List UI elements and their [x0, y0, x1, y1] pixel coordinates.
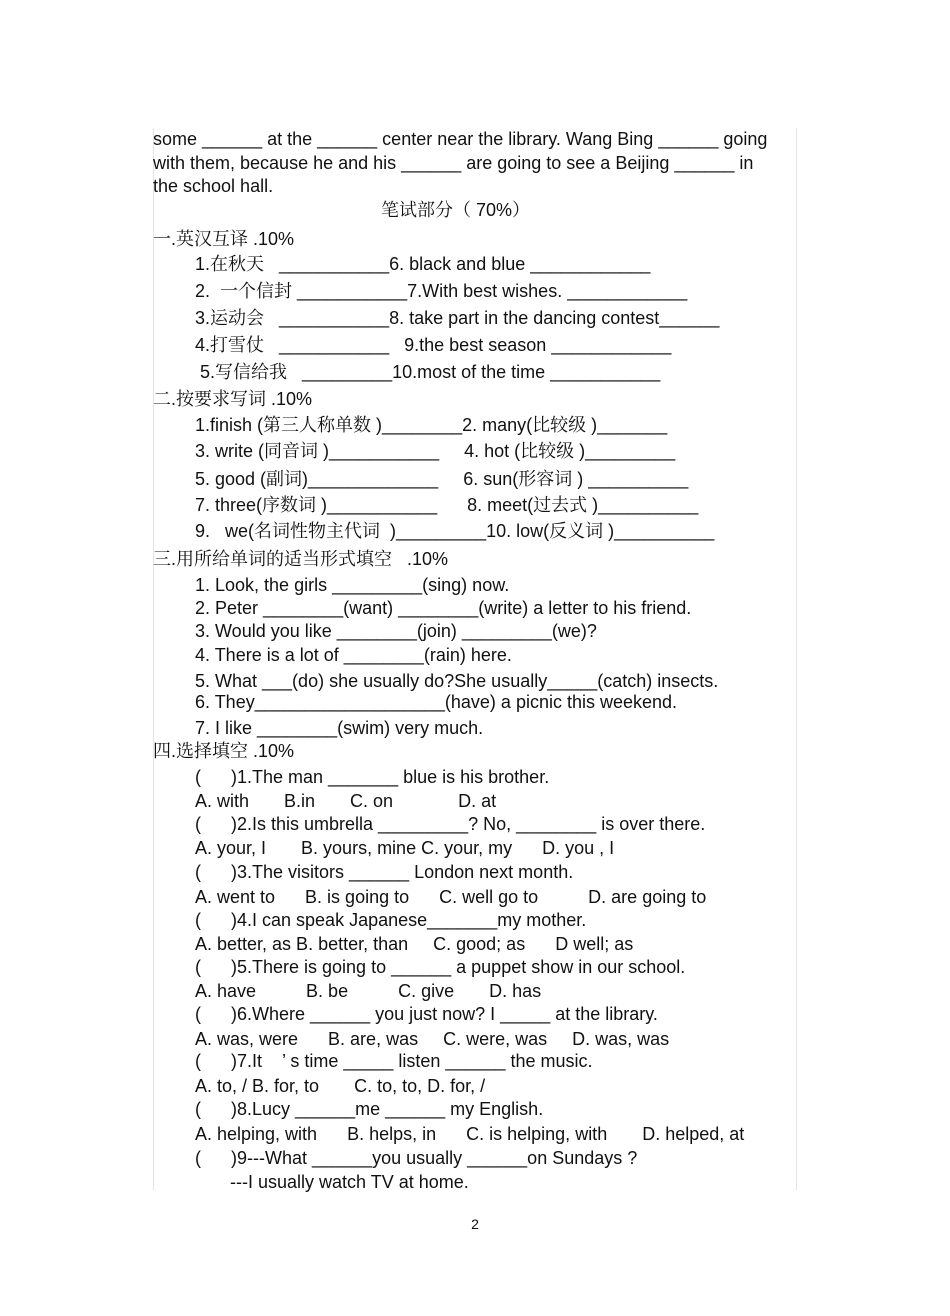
question-line: 7. three(序数词 )___________ 8. meet(过去式 )__________ [195, 495, 699, 515]
options-line: A. have B. be C. give D. has [195, 981, 542, 1001]
question-line: 5. What ___(do) she usually do?She usually_____(catch) insects. [195, 671, 719, 691]
section-heading: 二.按要求写词 .10% [153, 389, 313, 409]
options-line: A. your, I B. yours, mine C. your, my D. you , I [195, 838, 615, 858]
intro-line: the school hall. [153, 176, 274, 196]
question-line: ( )3.The visitors ______ London next month. [195, 862, 574, 882]
intro-line: with them, because he and his ______ are going to see a Beijing ______ in [153, 153, 754, 173]
section-heading: 三.用所给单词的适当形式填空 .10% [153, 549, 449, 569]
options-line: A. with B.in C. on D. at [195, 791, 497, 811]
question-line: 2. 一个信封 ___________7.With best wishes. ____________ [195, 281, 688, 301]
question-line: 6. They___________________(have) a picnic this weekend. [195, 692, 678, 712]
question-line: 5.写信给我 _________10.most of the time ___________ [195, 362, 661, 382]
question-line: 3. Would you like ________(join) _________(we)? [195, 621, 597, 641]
question-line: ( )4.I can speak Japanese_______my mother. [195, 910, 587, 930]
answer-line: ---I usually watch TV at home. [195, 1172, 469, 1192]
question-line: 4.打雪仗 ___________ 9.the best season ____________ [195, 335, 672, 355]
options-line: A. better, as B. better, than C. good; as D well; as [195, 934, 634, 954]
question-line: ( )5.There is going to ______ a puppet show in our school. [195, 957, 686, 977]
question-line: ( )8.Lucy ______me ______ my English. [195, 1099, 544, 1119]
question-line: 1.在秋天 ___________6. black and blue ____________ [195, 254, 651, 274]
options-line: A. was, were B. are, was C. were, was D. was, was [195, 1029, 670, 1049]
question-line: ( )9---What ______you usually ______on Sundays ? [195, 1148, 638, 1168]
section-heading: 四.选择填空 .10% [153, 741, 295, 761]
question-line: 2. Peter ________(want) ________(write) a letter to his friend. [195, 598, 692, 618]
question-line: 3. write (同音词 )___________ 4. hot (比较级 )_________ [195, 441, 676, 461]
question-line: ( )2.Is this umbrella _________? No, ________ is over there. [195, 814, 706, 834]
question-line: ( )7.It ’ s time _____ listen ______ the music. [195, 1051, 593, 1071]
question-line: 1. Look, the girls _________(sing) now. [195, 575, 510, 595]
question-line: 1.finish (第三人称单数 )________2. many(比较级 )_______ [195, 415, 668, 435]
section-heading: 一.英汉互译 .10% [153, 229, 295, 249]
question-line: 4. There is a lot of ________(rain) here. [195, 645, 512, 665]
question-line: ( )6.Where ______ you just now? I _____ at the library. [195, 1004, 658, 1024]
options-line: A. to, / B. for, to C. to, to, D. for, / [195, 1076, 486, 1096]
options-line: A. went to B. is going to C. well go to D. are going to [195, 887, 707, 907]
written-part-title: 笔试部分（ 70%） [381, 200, 531, 220]
question-line: ( )1.The man _______ blue is his brother. [195, 767, 550, 787]
question-line: 3.运动会 ___________8. take part in the dancing contest______ [195, 308, 720, 328]
left-margin-line [153, 128, 154, 1190]
question-line: 7. I like ________(swim) very much. [195, 718, 484, 738]
right-margin-line [796, 128, 797, 1190]
options-line: A. helping, with B. helps, in C. is helping, with D. helped, at [195, 1124, 745, 1144]
question-line: 5. good (副词)_____________ 6. sun(形容词 ) __________ [195, 469, 689, 489]
question-line: 9. we(名词性物主代词 )_________10. low(反义词 )__________ [195, 521, 715, 541]
page-number: 2 [471, 1216, 479, 1232]
intro-line: some ______ at the ______ center near the library. Wang Bing ______ going [153, 129, 768, 149]
